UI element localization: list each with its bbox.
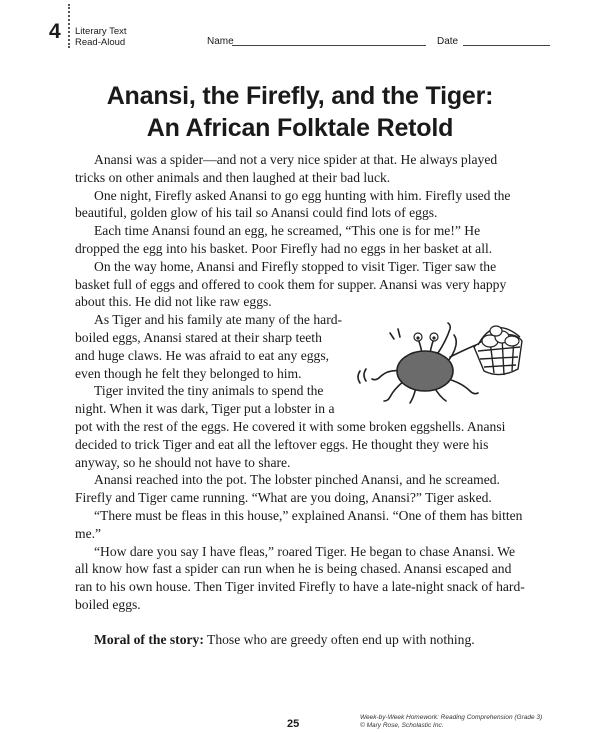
story-paragraph: On the way home, Anansi and Firefly stopped to visit Tiger. Tiger saw the basket full of eggs and offered to cook them for supper. Anansi was very happy about this. He did not like raw eggs. <box>75 258 507 310</box>
story-paragraph: Tiger invited the tiny animals to spend the night. When it was dark, Tiger put a lobster in a pot with the rest of the eggs. He covered it with some broken eggshells. Anansi decided to trick Tiger and eat all the leftover eggs. He thought they were his anyway, so he should not have to share. <box>75 383 506 470</box>
story-paragraph: One night, Firefly asked Anansi to go egg hunting with him. Firefly used the beautiful, golden glow of his tail so Anansi could find lots of eggs. <box>75 187 511 221</box>
date-field[interactable] <box>463 45 550 46</box>
week-number: 4 <box>49 20 61 43</box>
moral-of-story <box>75 631 525 649</box>
credit-line2: © Mary Rose, Scholastic Inc. <box>360 722 444 729</box>
section-label-line1: Literary Text <box>75 26 127 37</box>
spider-with-egg-basket-icon <box>350 311 530 407</box>
date-label: Date <box>437 36 459 47</box>
credit-line1: Week-by-Week Homework: Reading Comprehension (Grade 3) <box>360 714 543 721</box>
section-label <box>75 26 127 48</box>
name-label: Name <box>207 36 234 47</box>
story-paragraph: Anansi reached into the pot. The lobster pinched Anansi, and he screamed. Firefly and Tiger came running. “What are you doing, Anansi?” Tiger asked. <box>75 472 500 506</box>
title-line2: An African Folktale Retold <box>146 114 454 142</box>
moral-text: Those who are greedy often end up with nothing. <box>203 631 475 647</box>
title-line1: Anansi, the Firefly, and the Tiger: <box>106 82 494 110</box>
page-title <box>40 80 560 144</box>
worksheet-header <box>0 0 600 52</box>
dotted-divider <box>68 4 70 48</box>
name-field[interactable] <box>232 45 426 46</box>
story-paragraph: “How dare you say I have fleas,” roared Tiger. He began to chase Anansi. We all know how fast a spider can run when he is being chased. Anansi escaped and ran to his own house. Then Tiger invited Firefly to have a late-night snack of hard-boiled eggs. <box>75 543 525 612</box>
footer-credit <box>360 714 560 730</box>
story-paragraph: As Tiger and his family ate many of the hard-boiled eggs, Anansi stared at their sharp teeth and huge claws. He was afraid to eat any eggs, even though he felt they belonged to him. <box>75 312 343 381</box>
story-paragraph: Anansi was a spider—and not a very nice spider at that. He always played tricks on other animals and then laughed at their bad luck. <box>75 152 498 185</box>
spider-illustration <box>350 311 530 407</box>
story-body <box>75 151 525 649</box>
story-paragraph: “There must be fleas in this house,” explained Anansi. “One of them has bitten me.” <box>75 507 523 541</box>
page-number: 25 <box>287 718 300 730</box>
story-paragraph: Each time Anansi found an egg, he screamed, “This one is for me!” He dropped the egg into his basket. Poor Firefly had no eggs in her basket at all. <box>75 223 493 256</box>
section-label-line2: Read-Aloud <box>75 37 126 48</box>
moral-label: Moral of the story: <box>94 631 204 647</box>
